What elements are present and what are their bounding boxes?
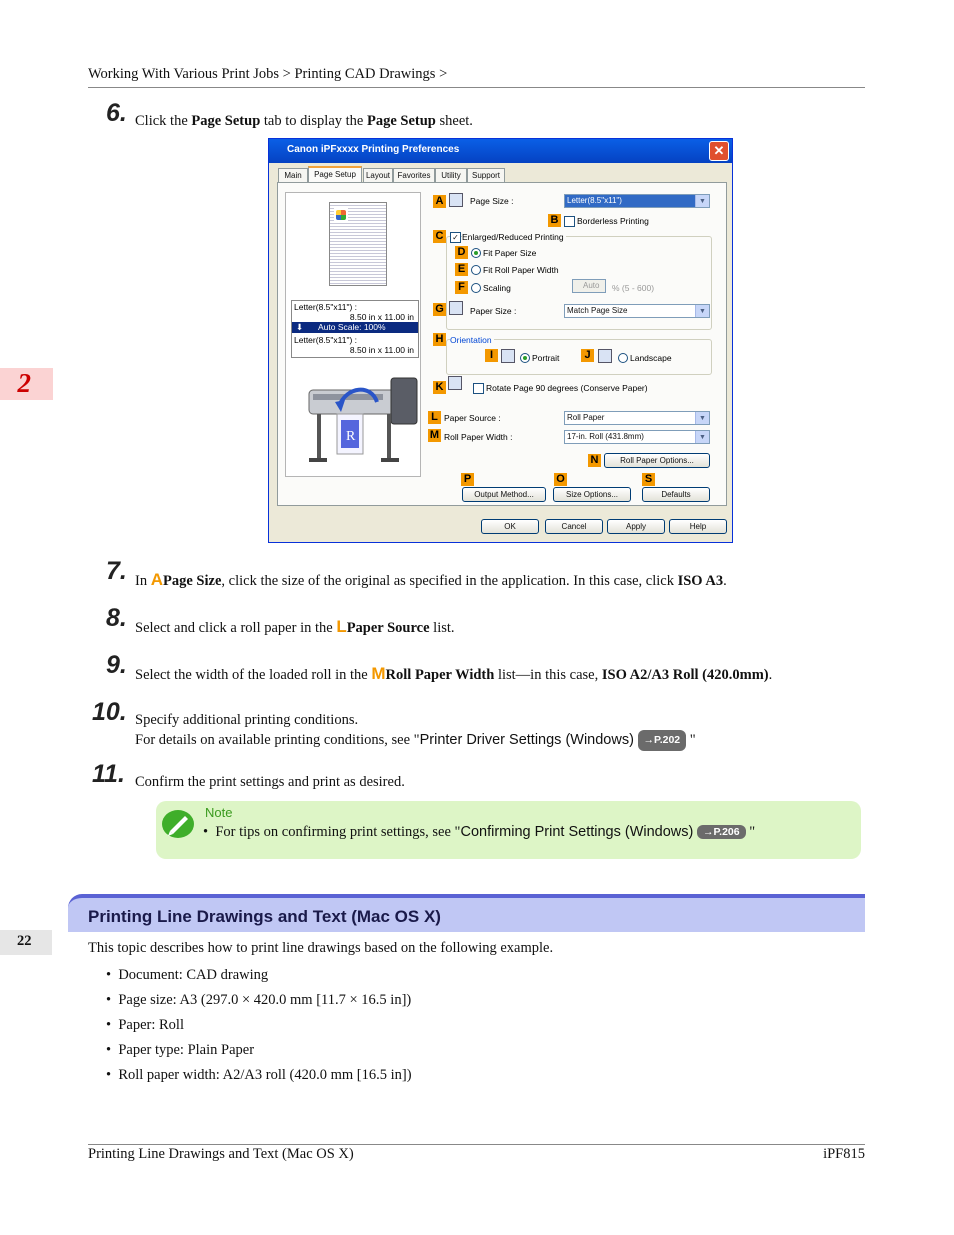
paper-source-label: Paper Source : [444, 413, 501, 423]
footer-model: iPF815 [823, 1146, 865, 1162]
callout-a: A [433, 195, 446, 208]
section-intro: This topic describes how to print line drawings based on the following example. [88, 940, 554, 956]
callout-c: C [433, 230, 446, 243]
scaling-radio[interactable] [471, 283, 481, 293]
size-options-button[interactable]: Size Options... [553, 487, 631, 502]
scaling-range: % (5 - 600) [612, 283, 655, 293]
note-label: Note [205, 805, 233, 820]
callout-n: N [588, 454, 601, 467]
tab-support[interactable]: Support [467, 168, 505, 183]
chapter-tab: 2 [0, 368, 53, 400]
callout-b: B [548, 214, 561, 227]
callout-e: E [455, 263, 468, 276]
header-rule [88, 87, 865, 88]
landscape-radio[interactable] [618, 353, 628, 363]
help-button[interactable]: Help [669, 519, 727, 534]
callout-i: I [485, 349, 498, 362]
page-size-select[interactable]: Letter(8.5"x11") ▼ [564, 194, 710, 208]
page-ref-206[interactable]: →P.206 [697, 825, 746, 839]
list-item: • Paper type: Plain Paper [106, 1042, 255, 1058]
chevron-down-icon: ▼ [695, 305, 709, 317]
roll-width-label: Roll Paper Width : [444, 432, 513, 442]
paper-size-icon [449, 301, 463, 315]
portrait-icon [501, 349, 515, 363]
confirming-print-settings-link[interactable]: Confirming Print Settings (Windows) [460, 824, 694, 840]
landscape-label: Landscape [630, 353, 672, 363]
list-item: • Paper: Roll [106, 1017, 184, 1033]
fit-paper-label: Fit Paper Size [483, 248, 537, 258]
fit-paper-radio[interactable] [471, 248, 481, 258]
chevron-down-icon: ▼ [695, 431, 709, 443]
note-box [156, 801, 861, 859]
fit-roll-radio[interactable] [471, 265, 481, 275]
callout-l: L [428, 411, 441, 424]
callout-k: K [433, 381, 446, 394]
tab-favorites[interactable]: Favorites [393, 168, 435, 183]
scaling-input[interactable]: Auto [572, 279, 606, 293]
rotate-icon [448, 376, 462, 390]
landscape-icon [598, 349, 612, 363]
image-icon [334, 208, 348, 222]
callout-d: D [455, 246, 468, 259]
list-item: • Page size: A3 (297.0 × 420.0 mm [11.7 × 16.5 in]) [106, 992, 412, 1008]
cancel-button[interactable]: Cancel [545, 519, 603, 534]
roll-paper-options-button[interactable]: Roll Paper Options... [604, 453, 710, 468]
chevron-down-icon: ▼ [695, 412, 709, 424]
footer-title: Printing Line Drawings and Text (Mac OS X) [88, 1146, 354, 1162]
list-item: • Document: CAD drawing [106, 967, 269, 983]
paper-size-label: Paper Size : [470, 306, 517, 316]
page-size-icon [449, 193, 463, 207]
orientation-label: Orientation [450, 335, 492, 345]
callout-f: F [455, 281, 468, 294]
defaults-button[interactable]: Defaults [642, 487, 710, 502]
printing-preferences-dialog [268, 138, 733, 543]
paper-source-select[interactable]: Roll Paper ▼ [564, 411, 710, 425]
printer-illustration [291, 368, 419, 468]
callout-s: S [642, 473, 655, 486]
list-item: • Roll paper width: A2/A3 roll (420.0 mm [16.5 in]) [106, 1067, 412, 1083]
page-preview [329, 202, 387, 286]
callout-h: H [433, 333, 446, 346]
rotate-label: Rotate Page 90 degrees (Conserve Paper) [486, 383, 648, 393]
apply-button[interactable]: Apply [607, 519, 665, 534]
borderless-checkbox[interactable] [564, 216, 575, 227]
page-ref-202[interactable]: →P.202 [638, 730, 687, 751]
size-info-box: Letter(8.5"x11") : 8.50 in x 11.00 in ⬇ Auto Scale: 100% Letter(8.5"x11") : 8.50 in x 11.00 in [291, 300, 419, 358]
scaling-label: Scaling [483, 283, 511, 293]
page-size-label: Page Size : [470, 196, 514, 206]
preview-area [285, 192, 421, 477]
tab-utility[interactable]: Utility [435, 168, 467, 183]
page-setup-panel [277, 182, 727, 506]
tab-layout[interactable]: Layout [363, 168, 393, 183]
fit-roll-label: Fit Roll Paper Width [483, 265, 559, 275]
chevron-down-icon: ▼ [695, 195, 709, 207]
rotate-checkbox[interactable] [473, 383, 484, 394]
paper-size-select[interactable]: Match Page Size ▼ [564, 304, 710, 318]
tab-page-setup[interactable]: Page Setup [308, 166, 362, 184]
output-method-button[interactable]: Output Method... [462, 487, 546, 502]
callout-o: O [554, 473, 567, 486]
svg-text:R: R [346, 429, 356, 444]
callout-m: M [429, 429, 440, 441]
enlarged-checkbox[interactable]: ✓ [450, 232, 461, 243]
callout-p: P [461, 473, 474, 486]
callout-g: G [433, 303, 446, 316]
printer-driver-settings-link[interactable]: Printer Driver Settings (Windows) [419, 732, 634, 748]
breadcrumb: Working With Various Print Jobs > Printing CAD Drawings > [88, 66, 448, 82]
page-number: 22 [0, 930, 52, 955]
dialog-titlebar [269, 139, 732, 163]
note-text: • For tips on confirming print settings, see "Confirming Print Settings (Windows) →P.206 " [203, 824, 756, 840]
portrait-radio[interactable] [520, 353, 530, 363]
portrait-label: Portrait [532, 353, 560, 363]
enlarged-label: Enlarged/Reduced Printing [462, 232, 564, 242]
tab-main[interactable]: Main [278, 168, 308, 183]
footer-rule [88, 1144, 865, 1145]
close-icon[interactable]: ✕ [709, 141, 729, 161]
pencil-icon [161, 809, 195, 839]
dialog-title: Canon iPFxxxx Printing Preferences [287, 144, 460, 155]
roll-width-select[interactable]: 17-in. Roll (431.8mm) ▼ [564, 430, 710, 444]
ok-button[interactable]: OK [481, 519, 539, 534]
callout-j: J [581, 349, 594, 362]
borderless-label: Borderless Printing [577, 216, 649, 226]
section-heading: Printing Line Drawings and Text (Mac OS X) [68, 894, 865, 932]
auto-scale-row: ⬇ Auto Scale: 100% [292, 322, 418, 333]
